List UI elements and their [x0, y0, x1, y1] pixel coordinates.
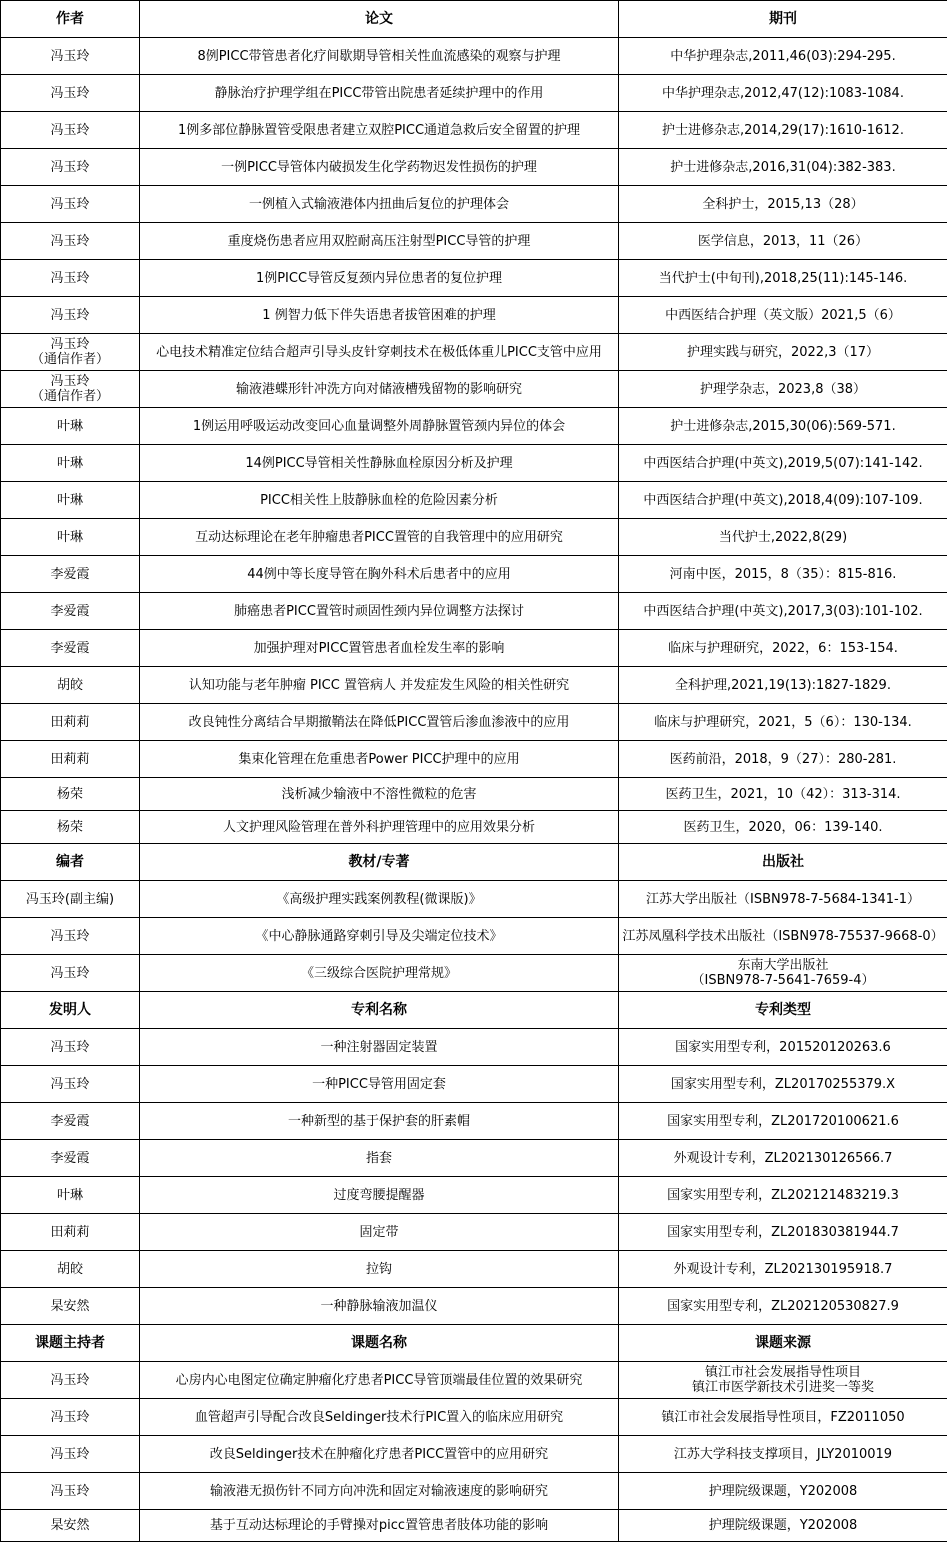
cell-author: 冯玉玲: [1, 75, 140, 112]
header-cell-title: 教材/专著: [140, 844, 619, 881]
section-header-row: [1, 1, 947, 38]
section-header-row: [1, 844, 947, 881]
cell-title: 1例运用呼吸运动改变回心血量调整外周静脉置管颈内异位的体会: [140, 408, 619, 445]
table-row: [1, 881, 947, 918]
cell-author: 胡皎: [1, 667, 140, 704]
table-row: [1, 1103, 947, 1140]
cell-source: 国家实用型专利，ZL201830381944.7: [619, 1214, 947, 1251]
cell-title: 44例中等长度导管在胸外科术后患者中的应用: [140, 556, 619, 593]
cell-author: 田莉莉: [1, 741, 140, 778]
cell-title: 1例PICC导管反复颈内异位患者的复位护理: [140, 260, 619, 297]
cell-source: 江苏大学出版社（ISBN978-7-5684-1341-1）: [619, 881, 947, 918]
cell-source: 中西医结合护理(中英文),2017,3(03):101-102.: [619, 593, 947, 630]
cell-author: 冯玉玲 （通信作者）: [1, 371, 140, 408]
table-row: [1, 1510, 947, 1542]
cell-source: 临床与护理研究，2021，5（6）：130-134.: [619, 704, 947, 741]
cell-author: 叶琳: [1, 408, 140, 445]
cell-source: 护理学杂志，2023,8（38）: [619, 371, 947, 408]
table-row: [1, 741, 947, 778]
cell-source: 国家实用型专利，ZL201720100621.6: [619, 1103, 947, 1140]
cell-author: 杨荣: [1, 778, 140, 811]
cell-title: 浅析减少输液中不溶性微粒的危害: [140, 778, 619, 811]
cell-source: 江苏凤凰科学技术出版社（ISBN978-75537-9668-0）: [619, 918, 947, 955]
cell-title: 《三级综合医院护理常规》: [140, 955, 619, 992]
cell-author: 冯玉玲: [1, 1436, 140, 1473]
table-row: [1, 223, 947, 260]
cell-source: 中华护理杂志,2011,46(03):294-295.: [619, 38, 947, 75]
header-cell-source: 专利类型: [619, 992, 947, 1029]
cell-source: 河南中医，2015，8（35）：815-816.: [619, 556, 947, 593]
table-row: [1, 1029, 947, 1066]
cell-title: 1 例智力低下伴失语患者拔管困难的护理: [140, 297, 619, 334]
table-row: [1, 1066, 947, 1103]
cell-title: 心房内心电图定位确定肿瘤化疗患者PICC导管顶端最佳位置的效果研究: [140, 1362, 619, 1399]
header-cell-title: 论文: [140, 1, 619, 38]
header-cell-author: 编者: [1, 844, 140, 881]
table-row: [1, 1362, 947, 1399]
header-cell-author: 发明人: [1, 992, 140, 1029]
cell-author: 李爱霞: [1, 556, 140, 593]
cell-title: 《高级护理实践案例教程(微课版)》: [140, 881, 619, 918]
table-row: [1, 112, 947, 149]
table-row: [1, 630, 947, 667]
cell-author: 冯玉玲: [1, 1066, 140, 1103]
cell-title: 指套: [140, 1140, 619, 1177]
table-row: [1, 1399, 947, 1436]
cell-author: 冯玉玲: [1, 223, 140, 260]
cell-title: 拉钩: [140, 1251, 619, 1288]
cell-source: 中华护理杂志,2012,47(12):1083-1084.: [619, 75, 947, 112]
cell-source: 护士进修杂志,2014,29(17):1610-1612.: [619, 112, 947, 149]
cell-author: 冯玉玲: [1, 149, 140, 186]
cell-source: 当代护士,2022,8(29): [619, 519, 947, 556]
cell-author: 李爱霞: [1, 1140, 140, 1177]
cell-author: 冯玉玲: [1, 38, 140, 75]
table-row: [1, 186, 947, 223]
cell-source: 中西医结合护理(中英文),2018,4(09):107-109.: [619, 482, 947, 519]
table-row: [1, 482, 947, 519]
cell-author: 李爱霞: [1, 593, 140, 630]
table-row: [1, 260, 947, 297]
table-row: [1, 955, 947, 992]
cell-title: 认知功能与老年肿瘤 PICC 置管病人 并发症发生风险的相关性研究: [140, 667, 619, 704]
cell-title: 过度弯腰提醒器: [140, 1177, 619, 1214]
cell-author: 冯玉玲: [1, 1473, 140, 1510]
table-row: [1, 75, 947, 112]
cell-title: PICC相关性上肢静脉血栓的危险因素分析: [140, 482, 619, 519]
cell-title: 14例PICC导管相关性静脉血栓原因分析及护理: [140, 445, 619, 482]
cell-title: 8例PICC带管患者化疗间歇期导管相关性血流感染的观察与护理: [140, 38, 619, 75]
cell-source: 东南大学出版社 （ISBN978-7-5641-7659-4）: [619, 955, 947, 992]
table-row: [1, 918, 947, 955]
header-cell-author: 课题主持者: [1, 1325, 140, 1362]
table-row: [1, 1436, 947, 1473]
header-cell-source: 期刊: [619, 1, 947, 38]
table-row: [1, 1140, 947, 1177]
cell-source: 中西医结合护理（英文版）2021,5（6）: [619, 297, 947, 334]
cell-source: 护理院级课题，Y202008: [619, 1510, 947, 1542]
cell-source: 护理院级课题，Y202008: [619, 1473, 947, 1510]
cell-author: 田莉莉: [1, 1214, 140, 1251]
table-row: [1, 1251, 947, 1288]
table-row: [1, 149, 947, 186]
table-row: [1, 38, 947, 75]
cell-source: 国家实用型专利，ZL202120530827.9: [619, 1288, 947, 1325]
cell-title: 一种注射器固定装置: [140, 1029, 619, 1066]
cell-title: 1例多部位静脉置管受限患者建立双腔PICC通道急救后安全留置的护理: [140, 112, 619, 149]
cell-title: 重度烧伤患者应用双腔耐高压注射型PICC导管的护理: [140, 223, 619, 260]
cell-title: 人文护理风险管理在普外科护理管理中的应用效果分析: [140, 811, 619, 844]
header-cell-title: 课题名称: [140, 1325, 619, 1362]
cell-title: 《中心静脉通路穿刺引导及尖端定位技术》: [140, 918, 619, 955]
records-table-body: [1, 1, 947, 1542]
cell-title: 静脉治疗护理学组在PICC带管出院患者延续护理中的作用: [140, 75, 619, 112]
cell-author: 冯玉玲: [1, 260, 140, 297]
cell-title: 固定带: [140, 1214, 619, 1251]
table-row: [1, 519, 947, 556]
cell-author: 叶琳: [1, 482, 140, 519]
cell-author: 冯玉玲: [1, 1029, 140, 1066]
cell-source: 医药卫生，2020，06：139-140.: [619, 811, 947, 844]
cell-title: 一例PICC导管体内破损发生化学药物迟发性损伤的护理: [140, 149, 619, 186]
cell-author: 冯玉玲: [1, 186, 140, 223]
cell-author: 冯玉玲: [1, 955, 140, 992]
cell-source: 镇江市社会发展指导性项目 镇江市医学新技术引进奖一等奖: [619, 1362, 947, 1399]
cell-title: 肺癌患者PICC置管时顽固性颈内异位调整方法探讨: [140, 593, 619, 630]
table-row: [1, 371, 947, 408]
cell-source: 医药卫生，2021，10（42）：313-314.: [619, 778, 947, 811]
cell-source: 江苏大学科技支撑项目，JLY2010019: [619, 1436, 947, 1473]
cell-source: 护理实践与研究，2022,3（17）: [619, 334, 947, 371]
cell-source: 全科护理,2021,19(13):1827-1829.: [619, 667, 947, 704]
table-row: [1, 297, 947, 334]
cell-author: 冯玉玲: [1, 297, 140, 334]
cell-title: 血管超声引导配合改良Seldinger技术行PIC置入的临床应用研究: [140, 1399, 619, 1436]
table-row: [1, 811, 947, 844]
cell-author: 杲安然: [1, 1288, 140, 1325]
cell-title: 心电技术精准定位结合超声引导头皮针穿刺技术在极低体重儿PICC支管中应用: [140, 334, 619, 371]
cell-author: 冯玉玲(副主编): [1, 881, 140, 918]
cell-author: 田莉莉: [1, 704, 140, 741]
cell-title: 一种PICC导管用固定套: [140, 1066, 619, 1103]
cell-author: 冯玉玲: [1, 1362, 140, 1399]
cell-source: 全科护士，2015,13（28）: [619, 186, 947, 223]
cell-title: 改良Seldinger技术在肿瘤化疗患者PICC置管中的应用研究: [140, 1436, 619, 1473]
cell-author: 冯玉玲: [1, 918, 140, 955]
cell-title: 一例植入式输液港体内扭曲后复位的护理体会: [140, 186, 619, 223]
cell-title: 基于互动达标理论的手臂操对picc置管患者肢体功能的影响: [140, 1510, 619, 1542]
header-cell-title: 专利名称: [140, 992, 619, 1029]
table-row: [1, 334, 947, 371]
table-row: [1, 704, 947, 741]
cell-title: 改良钝性分离结合早期撤鞘法在降低PICC置管后渗血渗液中的应用: [140, 704, 619, 741]
cell-source: 外观设计专利，ZL202130126566.7: [619, 1140, 947, 1177]
table-row: [1, 1288, 947, 1325]
table-row: [1, 408, 947, 445]
cell-title: 集束化管理在危重患者Power PICC护理中的应用: [140, 741, 619, 778]
cell-author: 冯玉玲: [1, 1399, 140, 1436]
cell-author: 叶琳: [1, 445, 140, 482]
header-cell-author: 作者: [1, 1, 140, 38]
cell-author: 杨荣: [1, 811, 140, 844]
cell-title: 输液港蝶形针冲洗方向对储液槽残留物的影响研究: [140, 371, 619, 408]
cell-title: 一种新型的基于保护套的肝素帽: [140, 1103, 619, 1140]
cell-author: 冯玉玲: [1, 112, 140, 149]
cell-source: 外观设计专利，ZL202130195918.7: [619, 1251, 947, 1288]
table-row: [1, 593, 947, 630]
cell-author: 叶琳: [1, 1177, 140, 1214]
cell-source: 镇江市社会发展指导性项目，FZ2011050: [619, 1399, 947, 1436]
cell-title: 输液港无损伤针不同方向冲洗和固定对输液速度的影响研究: [140, 1473, 619, 1510]
cell-source: 国家实用型专利，ZL202121483219.3: [619, 1177, 947, 1214]
cell-source: 国家实用型专利，ZL20170255379.X: [619, 1066, 947, 1103]
cell-title: 加强护理对PICC置管患者血栓发生率的影响: [140, 630, 619, 667]
section-header-row: [1, 992, 947, 1029]
cell-source: 中西医结合护理(中英文),2019,5(07):141-142.: [619, 445, 947, 482]
cell-source: 医学信息，2013，11（26）: [619, 223, 947, 260]
cell-author: 胡皎: [1, 1251, 140, 1288]
cell-source: 当代护士(中旬刊),2018,25(11):145-146.: [619, 260, 947, 297]
cell-source: 护士进修杂志,2015,30(06):569-571.: [619, 408, 947, 445]
cell-source: 医药前沿，2018，9（27）：280-281.: [619, 741, 947, 778]
table-row: [1, 1214, 947, 1251]
table-row: [1, 1473, 947, 1510]
cell-title: 互动达标理论在老年肿瘤患者PICC置管的自我管理中的应用研究: [140, 519, 619, 556]
cell-author: 叶琳: [1, 519, 140, 556]
cell-source: 国家实用型专利，201520120263.6: [619, 1029, 947, 1066]
table-row: [1, 556, 947, 593]
header-cell-source: 课题来源: [619, 1325, 947, 1362]
table-row: [1, 778, 947, 811]
section-header-row: [1, 1325, 947, 1362]
table-row: [1, 1177, 947, 1214]
cell-author: 李爱霞: [1, 1103, 140, 1140]
cell-source: 临床与护理研究，2022，6：153-154.: [619, 630, 947, 667]
cell-author: 李爱霞: [1, 630, 140, 667]
table-row: [1, 445, 947, 482]
cell-title: 一种静脉输液加温仪: [140, 1288, 619, 1325]
cell-author: 冯玉玲 （通信作者）: [1, 334, 140, 371]
cell-author: 杲安然: [1, 1510, 140, 1542]
cell-source: 护士进修杂志,2016,31(04):382-383.: [619, 149, 947, 186]
header-cell-source: 出版社: [619, 844, 947, 881]
table-row: [1, 667, 947, 704]
